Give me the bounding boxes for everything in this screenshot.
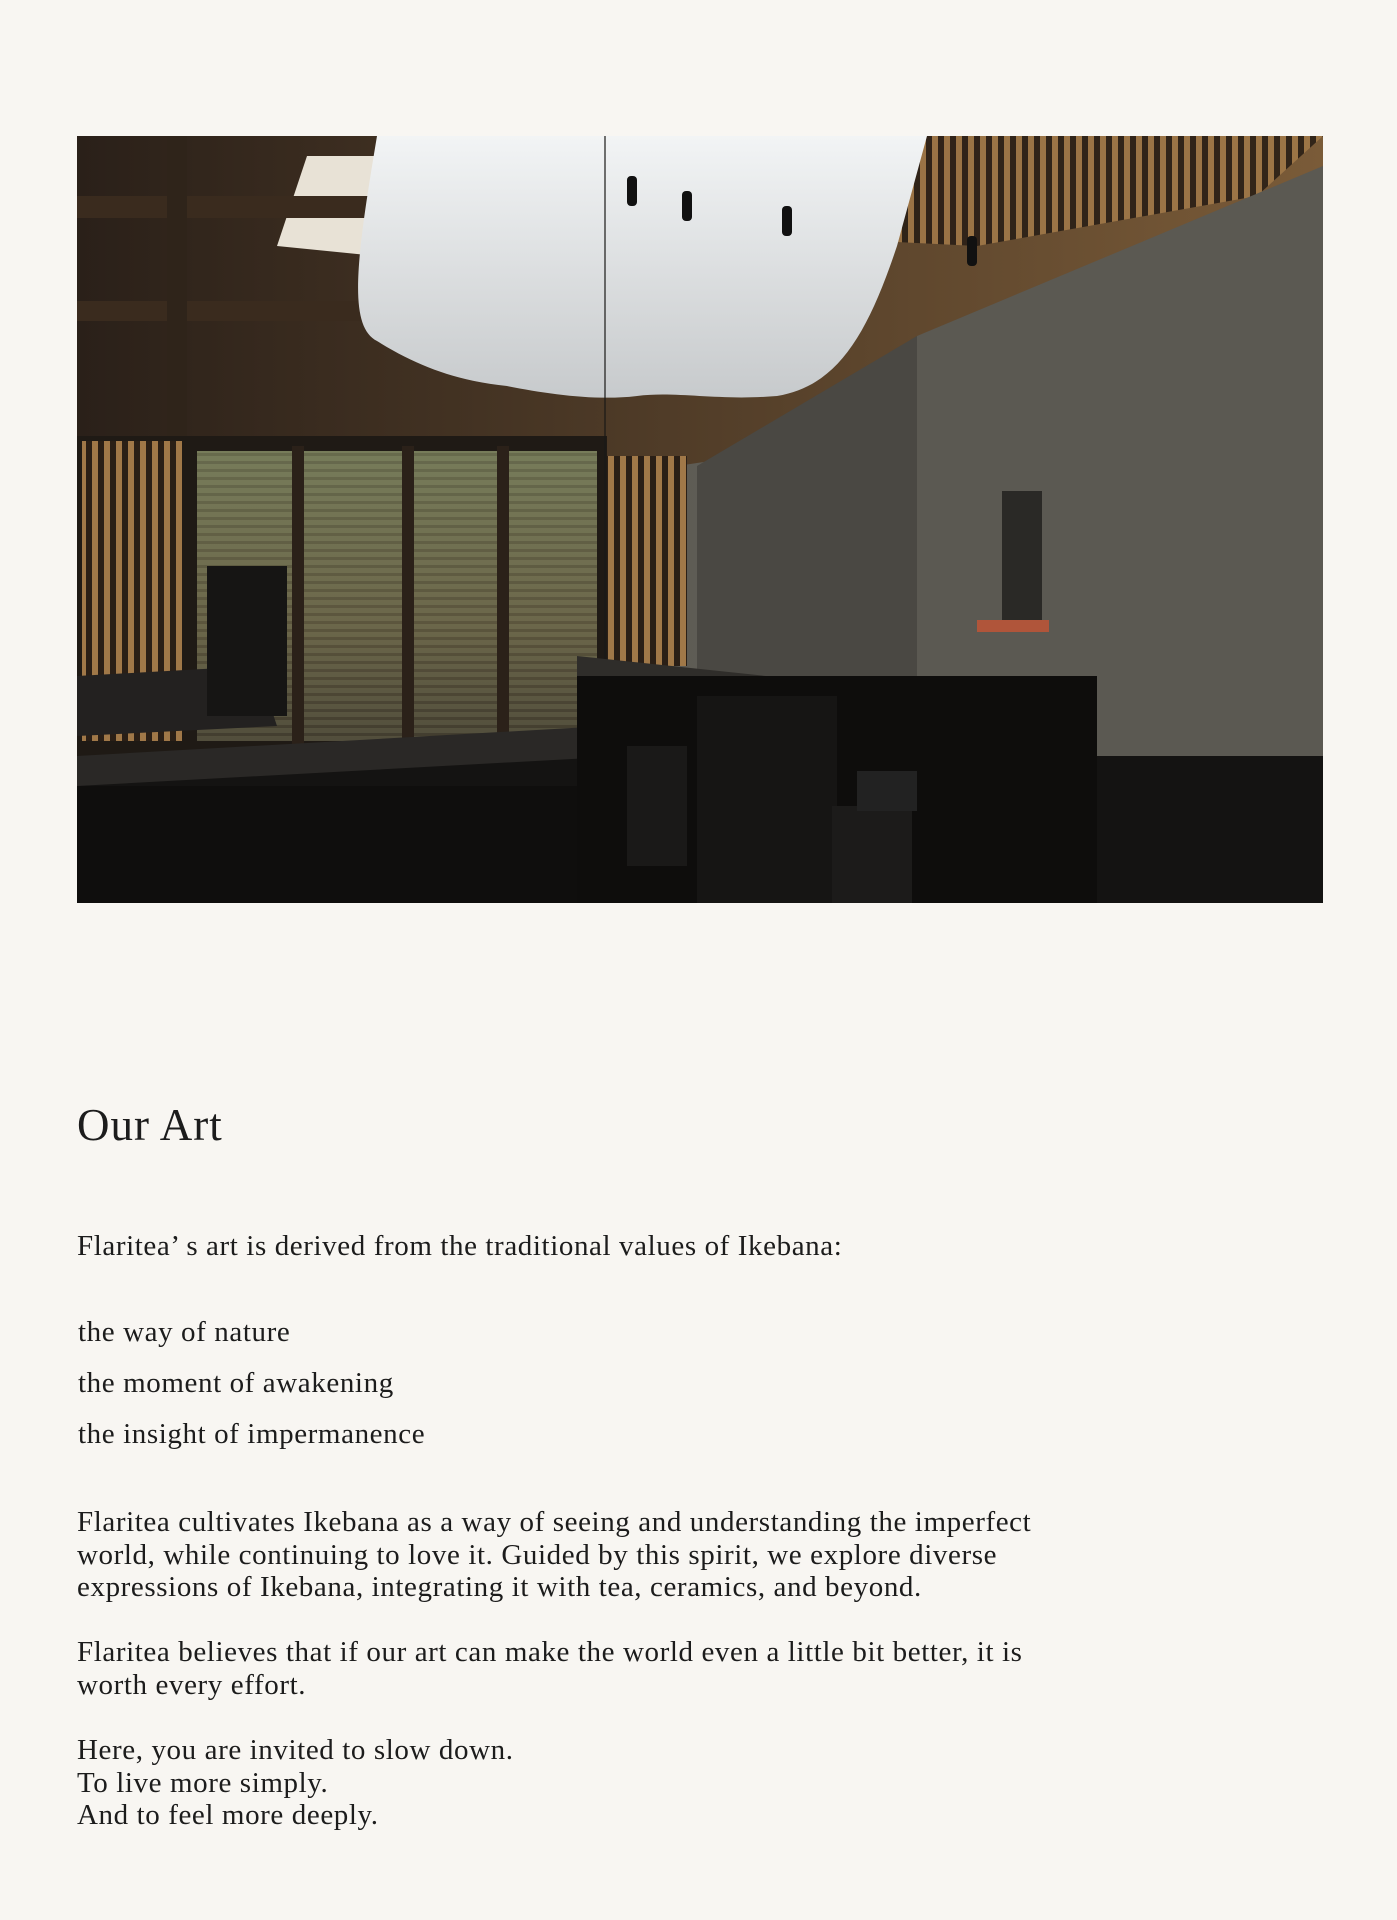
invitation-paragraph xyxy=(77,1734,514,1832)
tea-room-photo xyxy=(77,136,1323,903)
value-item: the insight of impermanence xyxy=(78,1418,426,1450)
paragraph-line: And to feel more deeply. xyxy=(77,1799,379,1831)
paragraph-line: Flaritea cultivates Ikebana as a way of seeing and understanding the imperfect xyxy=(77,1506,1032,1538)
paragraph-line: worth every effort. xyxy=(77,1668,307,1701)
intro-text: Flaritea’ s art is derived from the traditional values of Ikebana: xyxy=(77,1230,843,1262)
value-item: the way of nature xyxy=(78,1316,291,1348)
value-item: the moment of awakening xyxy=(78,1367,394,1399)
section-title: Our Art xyxy=(77,1100,223,1150)
hero-image xyxy=(77,136,1323,903)
paragraph-line: To live more simply. xyxy=(77,1766,329,1799)
our-art-section xyxy=(77,1090,1247,1831)
belief-paragraph xyxy=(77,1636,1023,1701)
paragraph-line: Here, you are invited to slow down. xyxy=(77,1734,514,1766)
paragraph-line: world, while continuing to love it. Guided by this spirit, we explore diverse xyxy=(77,1538,998,1571)
cultivation-paragraph xyxy=(77,1506,1031,1604)
paragraph-line: Flaritea believes that if our art can make the world even a little bit better, it is xyxy=(77,1636,1023,1668)
ikebana-values-list xyxy=(78,1312,425,1465)
paragraph-line: expressions of Ikebana, integrating it with tea, ceramics, and beyond. xyxy=(77,1571,922,1603)
